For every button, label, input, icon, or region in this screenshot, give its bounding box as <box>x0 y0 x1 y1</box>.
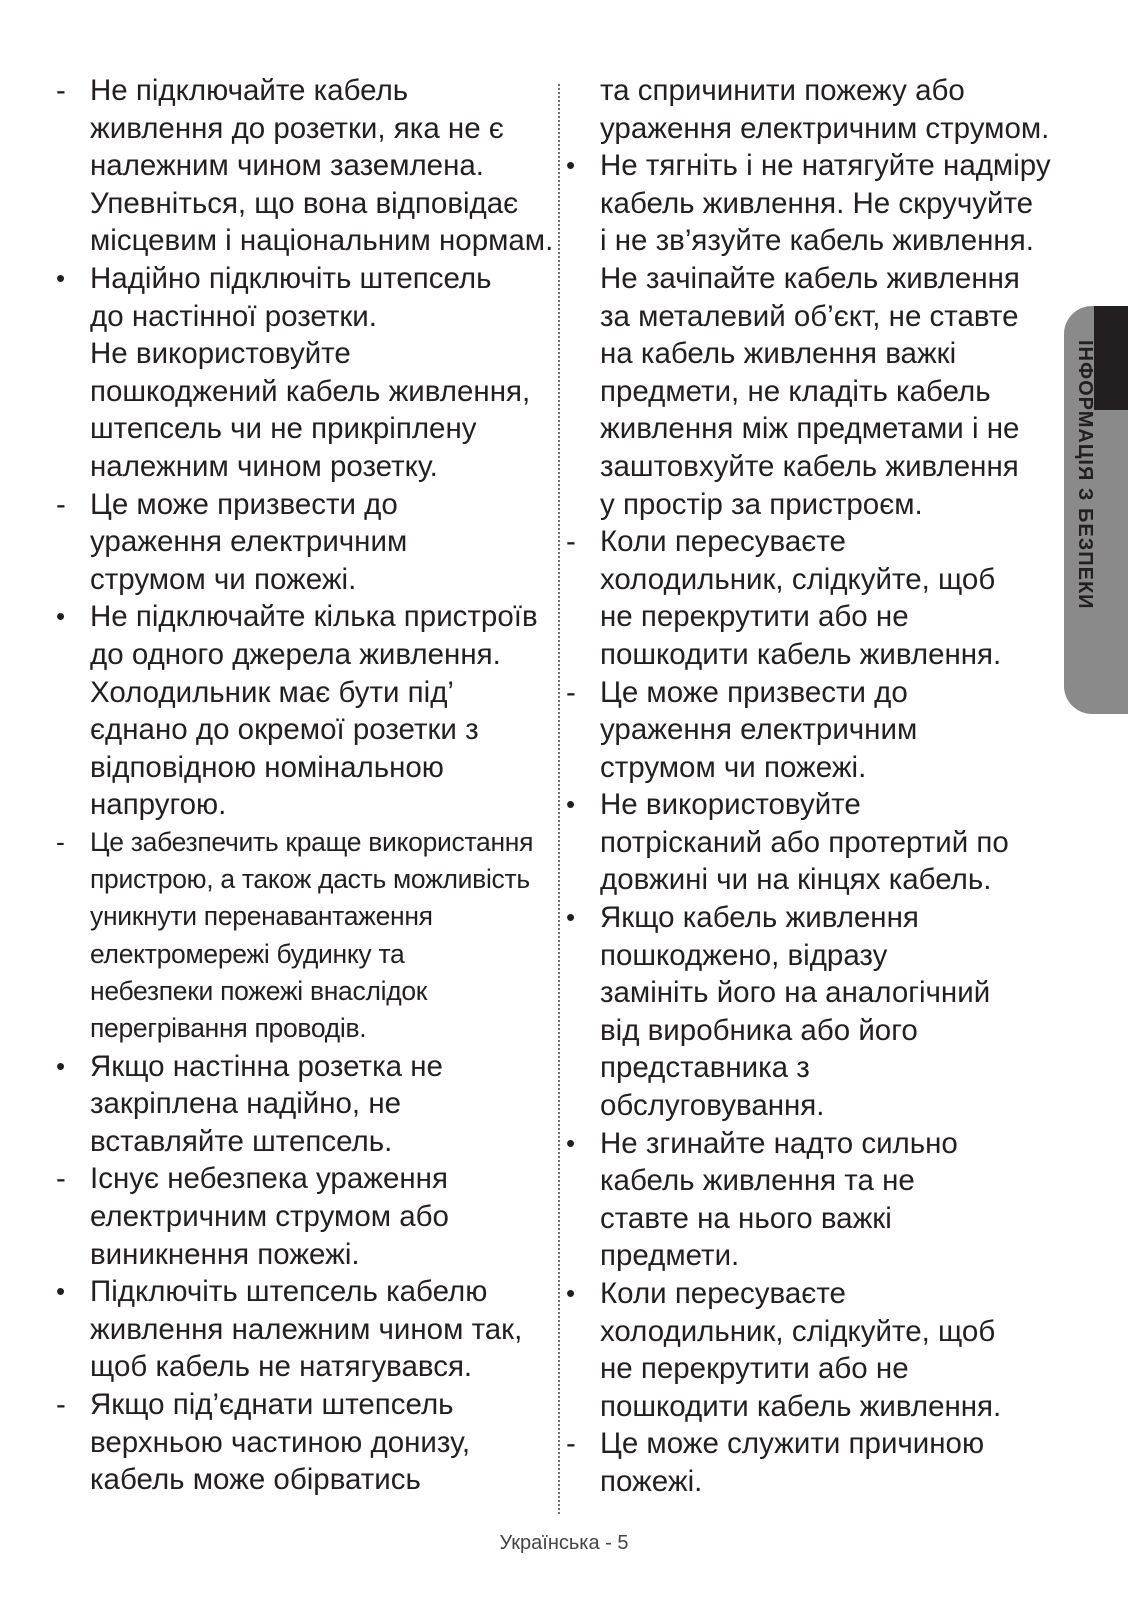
list-item <box>56 486 544 599</box>
text-line: Не використовуйте <box>90 337 351 371</box>
text-line: Якщо під’єднати штепсель <box>90 1388 454 1421</box>
text-line: живлення між предметами і не <box>600 412 1020 446</box>
right-column <box>566 72 1051 1501</box>
text-line: до настінної розетки. <box>90 299 377 333</box>
dash-marker: - <box>56 1162 66 1196</box>
text-line: Не зачіпайте кабель живлення <box>600 261 1020 295</box>
text-line: не перекрутити або не <box>600 600 909 634</box>
page-footer: Українська - 5 <box>499 1532 629 1554</box>
text-line: від виробника або його <box>600 1013 918 1047</box>
list-item <box>566 72 1050 147</box>
text-line: Не підключайте кабель <box>90 74 409 107</box>
list-item <box>56 824 544 1048</box>
text-line: перегрівання проводів. <box>90 1013 367 1044</box>
text-line: Не тягніть і не натягуйте надміру <box>600 149 1051 183</box>
text-line: Це може призвести до <box>600 675 908 709</box>
bullet-marker: • <box>566 150 576 181</box>
text-line: вставляйте штепсель. <box>90 1124 393 1158</box>
text-line: ураження електричним струмом. <box>600 111 1050 145</box>
text-line: і не зв’язуйте кабель живлення. <box>600 224 1034 258</box>
text-line: належним чином заземлена. <box>90 149 484 183</box>
dash-marker: - <box>56 74 66 107</box>
list-item <box>56 1273 544 1386</box>
text-line: відповідною номінальною <box>90 750 444 784</box>
text-line: струмом чи пожежі. <box>600 750 867 784</box>
bullet-marker: • <box>56 1050 66 1081</box>
list-item <box>566 786 1044 899</box>
list-item <box>56 72 554 260</box>
text-line: пожежі. <box>600 1464 703 1498</box>
text-line: пошкодити кабель живлення. <box>600 1389 1002 1423</box>
text-line: ставте на нього важкі <box>600 1201 892 1235</box>
text-line: потрісканий або протертий по <box>600 825 1009 859</box>
text-line: пошкоджено, відразу <box>600 938 888 972</box>
text-line: Коли пересуваєте <box>600 525 846 559</box>
text-line: щоб кабель не натягувався. <box>90 1350 473 1384</box>
section-tab-label: ІНФОРМАЦІЯ З БЕЗПЕКИ <box>1074 340 1096 610</box>
text-line: обслуговування. <box>600 1089 825 1123</box>
text-line: Якщо настінна розетка не <box>90 1049 443 1083</box>
text-line: Це забезпечить краще використання <box>90 826 534 857</box>
dash-marker: - <box>56 487 66 521</box>
text-line: замініть його на аналогічний <box>600 976 991 1010</box>
dash-marker: - <box>56 826 65 857</box>
text-line: штепсель чи не прикріплену <box>90 412 477 446</box>
text-line: електромережі будинку та <box>90 938 405 969</box>
text-line: електричним струмом або <box>90 1200 449 1234</box>
text-line: єднано до окремої розетки з <box>90 713 479 747</box>
text-line: ураження електричним <box>600 713 918 747</box>
text-line: холодильник, слідкуйте, щоб <box>600 1314 996 1348</box>
text-line: кабель живлення та не <box>600 1164 915 1198</box>
list-item <box>566 1125 1044 1275</box>
section-tab-marker <box>1094 306 1128 410</box>
bullet-marker: • <box>56 262 66 293</box>
text-line: живлення до розетки, яка не є <box>90 111 504 145</box>
dash-marker: - <box>566 675 576 709</box>
list-item <box>56 260 544 486</box>
dash-marker: - <box>566 525 576 559</box>
text-line: та спричинити пожежу або <box>600 74 965 107</box>
text-line: Не згинайте надто сильно <box>600 1126 958 1160</box>
text-line: пошкоджений кабель живлення, <box>90 374 531 408</box>
text-line: у простір за пристроєм. <box>600 487 923 521</box>
list-item <box>566 523 1044 673</box>
list-item <box>56 598 544 824</box>
text-line: представника з <box>600 1051 810 1085</box>
bullet-marker: • <box>566 1127 576 1158</box>
text-line: не перекрутити або не <box>600 1352 909 1386</box>
list-item <box>566 1275 1044 1425</box>
bullet-marker: • <box>566 789 576 820</box>
list-item <box>566 147 1051 523</box>
text-line: пристрою, а також дасть можливість <box>90 864 530 895</box>
text-line: предмети, не кладіть кабель <box>600 374 991 408</box>
text-line: довжині чи на кінцях кабель. <box>600 863 992 897</box>
text-line: Це може служити причиною <box>600 1427 985 1461</box>
text-line: ураження електричним <box>90 525 408 559</box>
dash-marker: - <box>56 1388 66 1421</box>
text-line: Надійно підключіть штепсель <box>90 261 492 295</box>
list-item <box>566 899 1044 1125</box>
text-line: належним чином розетку. <box>90 449 438 483</box>
text-line: Не використовуйте <box>600 788 861 822</box>
text-line: Упевніться, що вона відповідає <box>90 186 519 220</box>
text-line: струмом чи пожежі. <box>90 562 357 596</box>
text-line: Існує небезпека ураження <box>90 1162 448 1196</box>
list-item <box>56 1386 544 1499</box>
text-line: Коли пересуваєте <box>600 1277 846 1310</box>
text-line: місцевим і національним нормам. <box>90 224 554 258</box>
text-line: пошкодити кабель живлення. <box>600 637 1002 671</box>
text-line: кабель може обірватись <box>90 1463 421 1497</box>
text-line: предмети. <box>600 1239 740 1273</box>
text-line: небезпеки пожежі внаслідок <box>90 976 428 1007</box>
text-line: Підключіть штепсель кабелю <box>90 1275 488 1309</box>
bullet-marker: • <box>56 601 66 632</box>
text-line: Холодильник має бути під’ <box>90 675 454 709</box>
bullet-marker: • <box>566 1278 576 1308</box>
text-line: закріплена надійно, не <box>90 1087 402 1121</box>
bullet-marker: • <box>56 1276 66 1307</box>
list-item <box>56 1160 544 1273</box>
list-item <box>56 1048 544 1161</box>
text-line: Не підключайте кілька пристроїв <box>90 600 538 634</box>
text-line: Якщо кабель живлення <box>600 901 919 935</box>
text-line: верхньою частиною донизу, <box>90 1425 471 1459</box>
text-line: уникнути перенавантаження <box>90 901 433 932</box>
list-item <box>566 1425 1044 1500</box>
text-line: заштовхуйте кабель живлення <box>600 449 1019 483</box>
left-column <box>56 72 554 1499</box>
text-line: Це може призвести до <box>90 487 398 521</box>
text-line: до одного джерела живлення. <box>90 637 501 671</box>
text-line: живлення належним чином так, <box>90 1312 523 1346</box>
text-line: холодильник, слідкуйте, щоб <box>600 562 996 596</box>
dash-marker: - <box>566 1427 576 1461</box>
text-line: на кабель живлення важкі <box>600 337 957 371</box>
text-line: кабель живлення. Не скручуйте <box>600 186 1034 220</box>
text-line: напругою. <box>90 788 227 822</box>
text-line: виникнення пожежі. <box>90 1237 360 1271</box>
column-divider <box>558 84 560 1514</box>
bullet-marker: • <box>566 902 576 933</box>
text-line: за металевий об’єкт, не ставте <box>600 299 1019 333</box>
list-item <box>566 674 1044 787</box>
